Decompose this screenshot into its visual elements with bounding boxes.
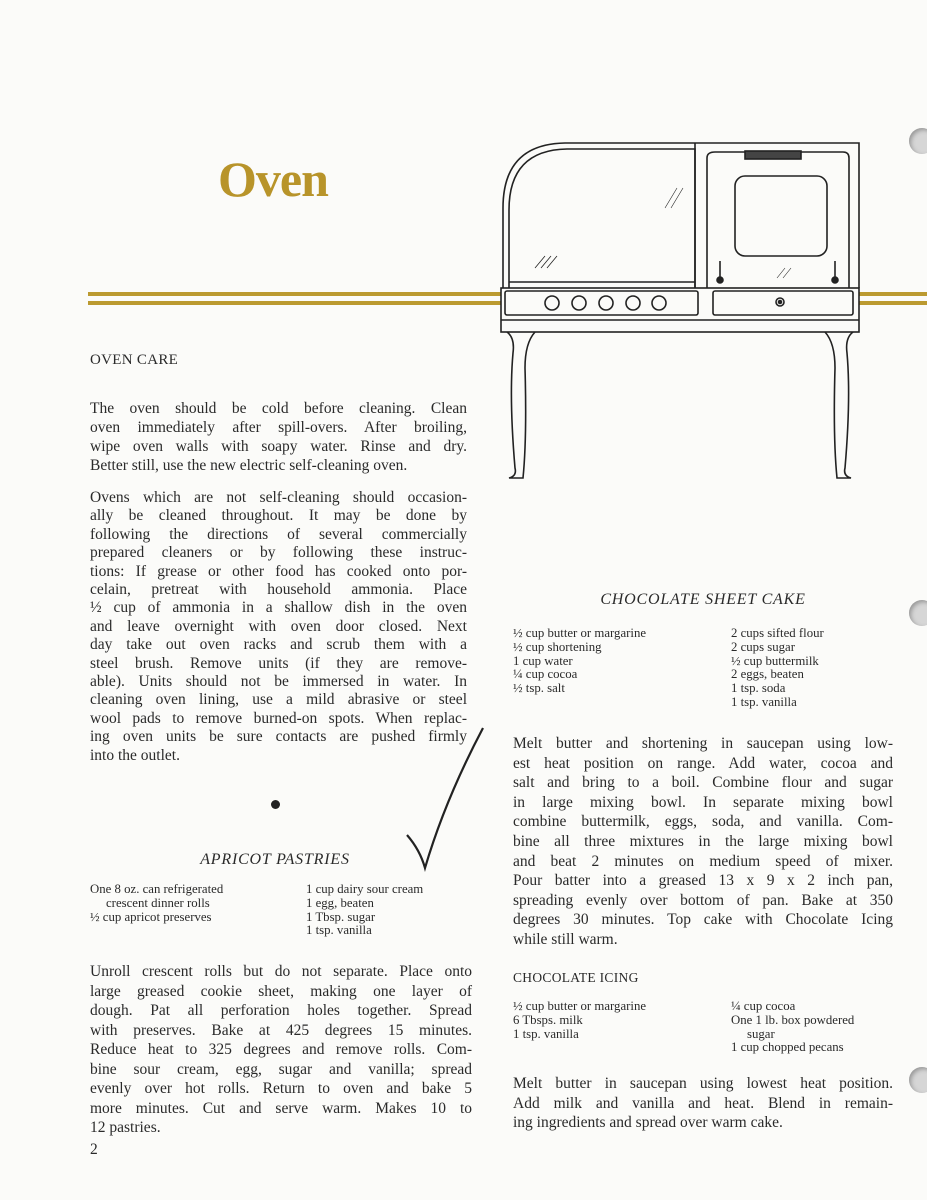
- text-line: est heat position on range. Add water, cocoa and: [513, 754, 893, 772]
- text-line: ½ cup butter or margarine: [513, 626, 647, 640]
- text-line: 2 cups sifted flour: [731, 626, 824, 640]
- text-line: able). Units should not be immersed in water. In: [90, 673, 467, 691]
- text-line: Pour batter into a greased 13 x 9 x 2 inch pan,: [513, 872, 893, 890]
- oven-range-illustration: [495, 138, 865, 513]
- gold-rule: [856, 292, 927, 296]
- text-line: with preserves. Bake at 425 degrees 15 minutes.: [90, 1021, 472, 1039]
- text-line: 1 cup chopped pecans: [731, 1040, 844, 1055]
- text-line: 6 Tbsps. milk: [513, 1012, 583, 1027]
- icing-ingredients-left: [513, 1000, 646, 1041]
- text-line: and leave overnight with oven door closed. Next: [90, 617, 467, 635]
- text-line: celain, pretreat with household ammonia. Place: [90, 581, 467, 599]
- text-line: Ovens which are not self-cleaning should occasion-: [90, 489, 467, 506]
- text-line: 2 eggs, beaten: [731, 667, 804, 682]
- text-line: oven immediately after spill-overs. After broiling,: [90, 419, 467, 436]
- text-line: 1 cup water: [513, 653, 573, 668]
- text-line: steel brush. Remove units (if they are remove-: [90, 654, 467, 672]
- text-line: ½ cup of ammonia in a shallow dish in the oven: [90, 599, 467, 617]
- gold-rule: [88, 292, 506, 296]
- text-line: 1 tsp. vanilla: [306, 923, 372, 938]
- text-line: 1 cup dairy sour cream: [306, 882, 424, 896]
- cake-ingredients-left: [513, 627, 646, 696]
- text-line: ½ cup shortening: [513, 639, 602, 654]
- text-line: while still warm.: [513, 930, 618, 948]
- text-line: ing oven units be sure contacts are pushed firmly: [90, 728, 467, 746]
- oven-care-heading: OVEN CARE: [90, 352, 179, 368]
- text-line: 1 Tbsp. sugar: [306, 909, 376, 924]
- text-line: ally be cleaned throughout. It may be done by: [90, 507, 467, 525]
- gold-rule: [88, 301, 506, 305]
- apricot-directions: [90, 962, 472, 1138]
- text-line: ½ cup apricot preserves: [90, 909, 212, 924]
- text-line: ½ cup butter or margarine: [513, 999, 647, 1013]
- text-line: more minutes. Cut and serve warm. Makes 10 to: [90, 1099, 472, 1117]
- text-line: sugar: [747, 1026, 775, 1041]
- text-line: Melt butter in saucepan using lowest heat position.: [513, 1075, 893, 1092]
- text-line: ¼ cup cocoa: [513, 667, 578, 682]
- apricot-ingredients-left: [90, 883, 223, 924]
- text-line: 12 pastries.: [90, 1119, 161, 1136]
- text-line: bine all three mixtures in the large mixing bowl: [513, 832, 893, 850]
- icing-ingredients-right: [731, 1000, 854, 1055]
- text-line: day take out oven racks and scrub them with a: [90, 636, 467, 654]
- bullet-dot: [271, 800, 280, 809]
- text-line: 1 egg, beaten: [306, 895, 374, 910]
- text-line: and beat 2 minutes on medium speed of mixer.: [513, 852, 893, 870]
- text-line: bine sour cream, egg, sugar and vanilla; spread: [90, 1060, 472, 1078]
- oven-care-paragraph: [90, 399, 467, 475]
- text-line: 1 tsp. vanilla: [513, 1026, 579, 1041]
- cake-directions: [513, 734, 893, 950]
- text-line: crescent dinner rolls: [106, 895, 210, 910]
- text-line: wool pads to remove burned-on spots. When replac-: [90, 709, 467, 727]
- gold-rule: [856, 301, 927, 305]
- binder-hole: [909, 1067, 927, 1093]
- text-line: ½ tsp. salt: [513, 681, 565, 696]
- text-line: ½ cup buttermilk: [731, 653, 819, 668]
- text-line: Add milk and vanilla and heat. Blend in remain-: [513, 1094, 893, 1112]
- text-line: salt and bring to a boil. Combine flour and sugar: [513, 774, 893, 792]
- text-line: degrees 30 minutes. Top cake with Chocolate Icing: [513, 911, 893, 929]
- page-title: Oven: [218, 151, 328, 207]
- text-line: 2 cups sugar: [731, 639, 795, 654]
- binder-hole: [909, 600, 927, 626]
- binder-hole: [909, 128, 927, 154]
- apricot-pastries-title: APRICOT PASTRIES: [200, 851, 350, 868]
- text-line: wipe oven walls with soapy water. Rinse and dry.: [90, 438, 467, 455]
- text-line: Better still, use the new electric self-cleaning oven.: [90, 457, 408, 474]
- text-line: ¼ cup cocoa: [731, 999, 796, 1013]
- text-line: ing ingredients and spread over warm cake.: [513, 1114, 783, 1131]
- text-line: into the outlet.: [90, 746, 180, 764]
- text-line: tions: If grease or other food has cooked onto por-: [90, 562, 467, 580]
- text-line: One 8 oz. can refrigerated: [90, 882, 224, 896]
- text-line: The oven should be cold before cleaning. Clean: [90, 400, 467, 417]
- text-line: large greased cookie sheet, making one layer of: [90, 982, 472, 1000]
- text-line: spreading evenly over bottom of pan. Bake at 350: [513, 891, 893, 909]
- text-line: combine buttermilk, eggs, soda, and vanilla. Com-: [513, 813, 893, 831]
- text-line: Melt butter and shortening in saucepan using low-: [513, 735, 893, 752]
- text-line: cleaning oven lining, use a mild abrasive or steel: [90, 691, 467, 709]
- apricot-ingredients-right: [306, 883, 423, 938]
- text-line: in large mixing bowl. In separate mixing bowl: [513, 793, 893, 811]
- text-line: evenly over hot rolls. Return to oven and bake 5: [90, 1080, 472, 1097]
- chocolate-sheet-cake-title: CHOCOLATE SHEET CAKE: [600, 591, 806, 608]
- text-line: One 1 lb. box powdered: [731, 1012, 855, 1027]
- cake-ingredients-right: [731, 627, 824, 710]
- chocolate-icing-heading: CHOCOLATE ICING: [513, 970, 639, 985]
- text-line: 1 tsp. soda: [731, 681, 786, 696]
- text-line: prepared cleaners or by following these instruc-: [90, 544, 467, 562]
- page-number: 2: [90, 1141, 98, 1158]
- text-line: dough. Pat all perforation holes together. Spread: [90, 1002, 472, 1019]
- icing-directions: [513, 1074, 893, 1133]
- text-line: following the directions of several commercially: [90, 525, 467, 543]
- text-line: Unroll crescent rolls but do not separate. Place onto: [90, 963, 472, 980]
- text-line: 1 tsp. vanilla: [731, 694, 797, 709]
- text-line: Reduce heat to 325 degrees and remove rolls. Com-: [90, 1041, 472, 1058]
